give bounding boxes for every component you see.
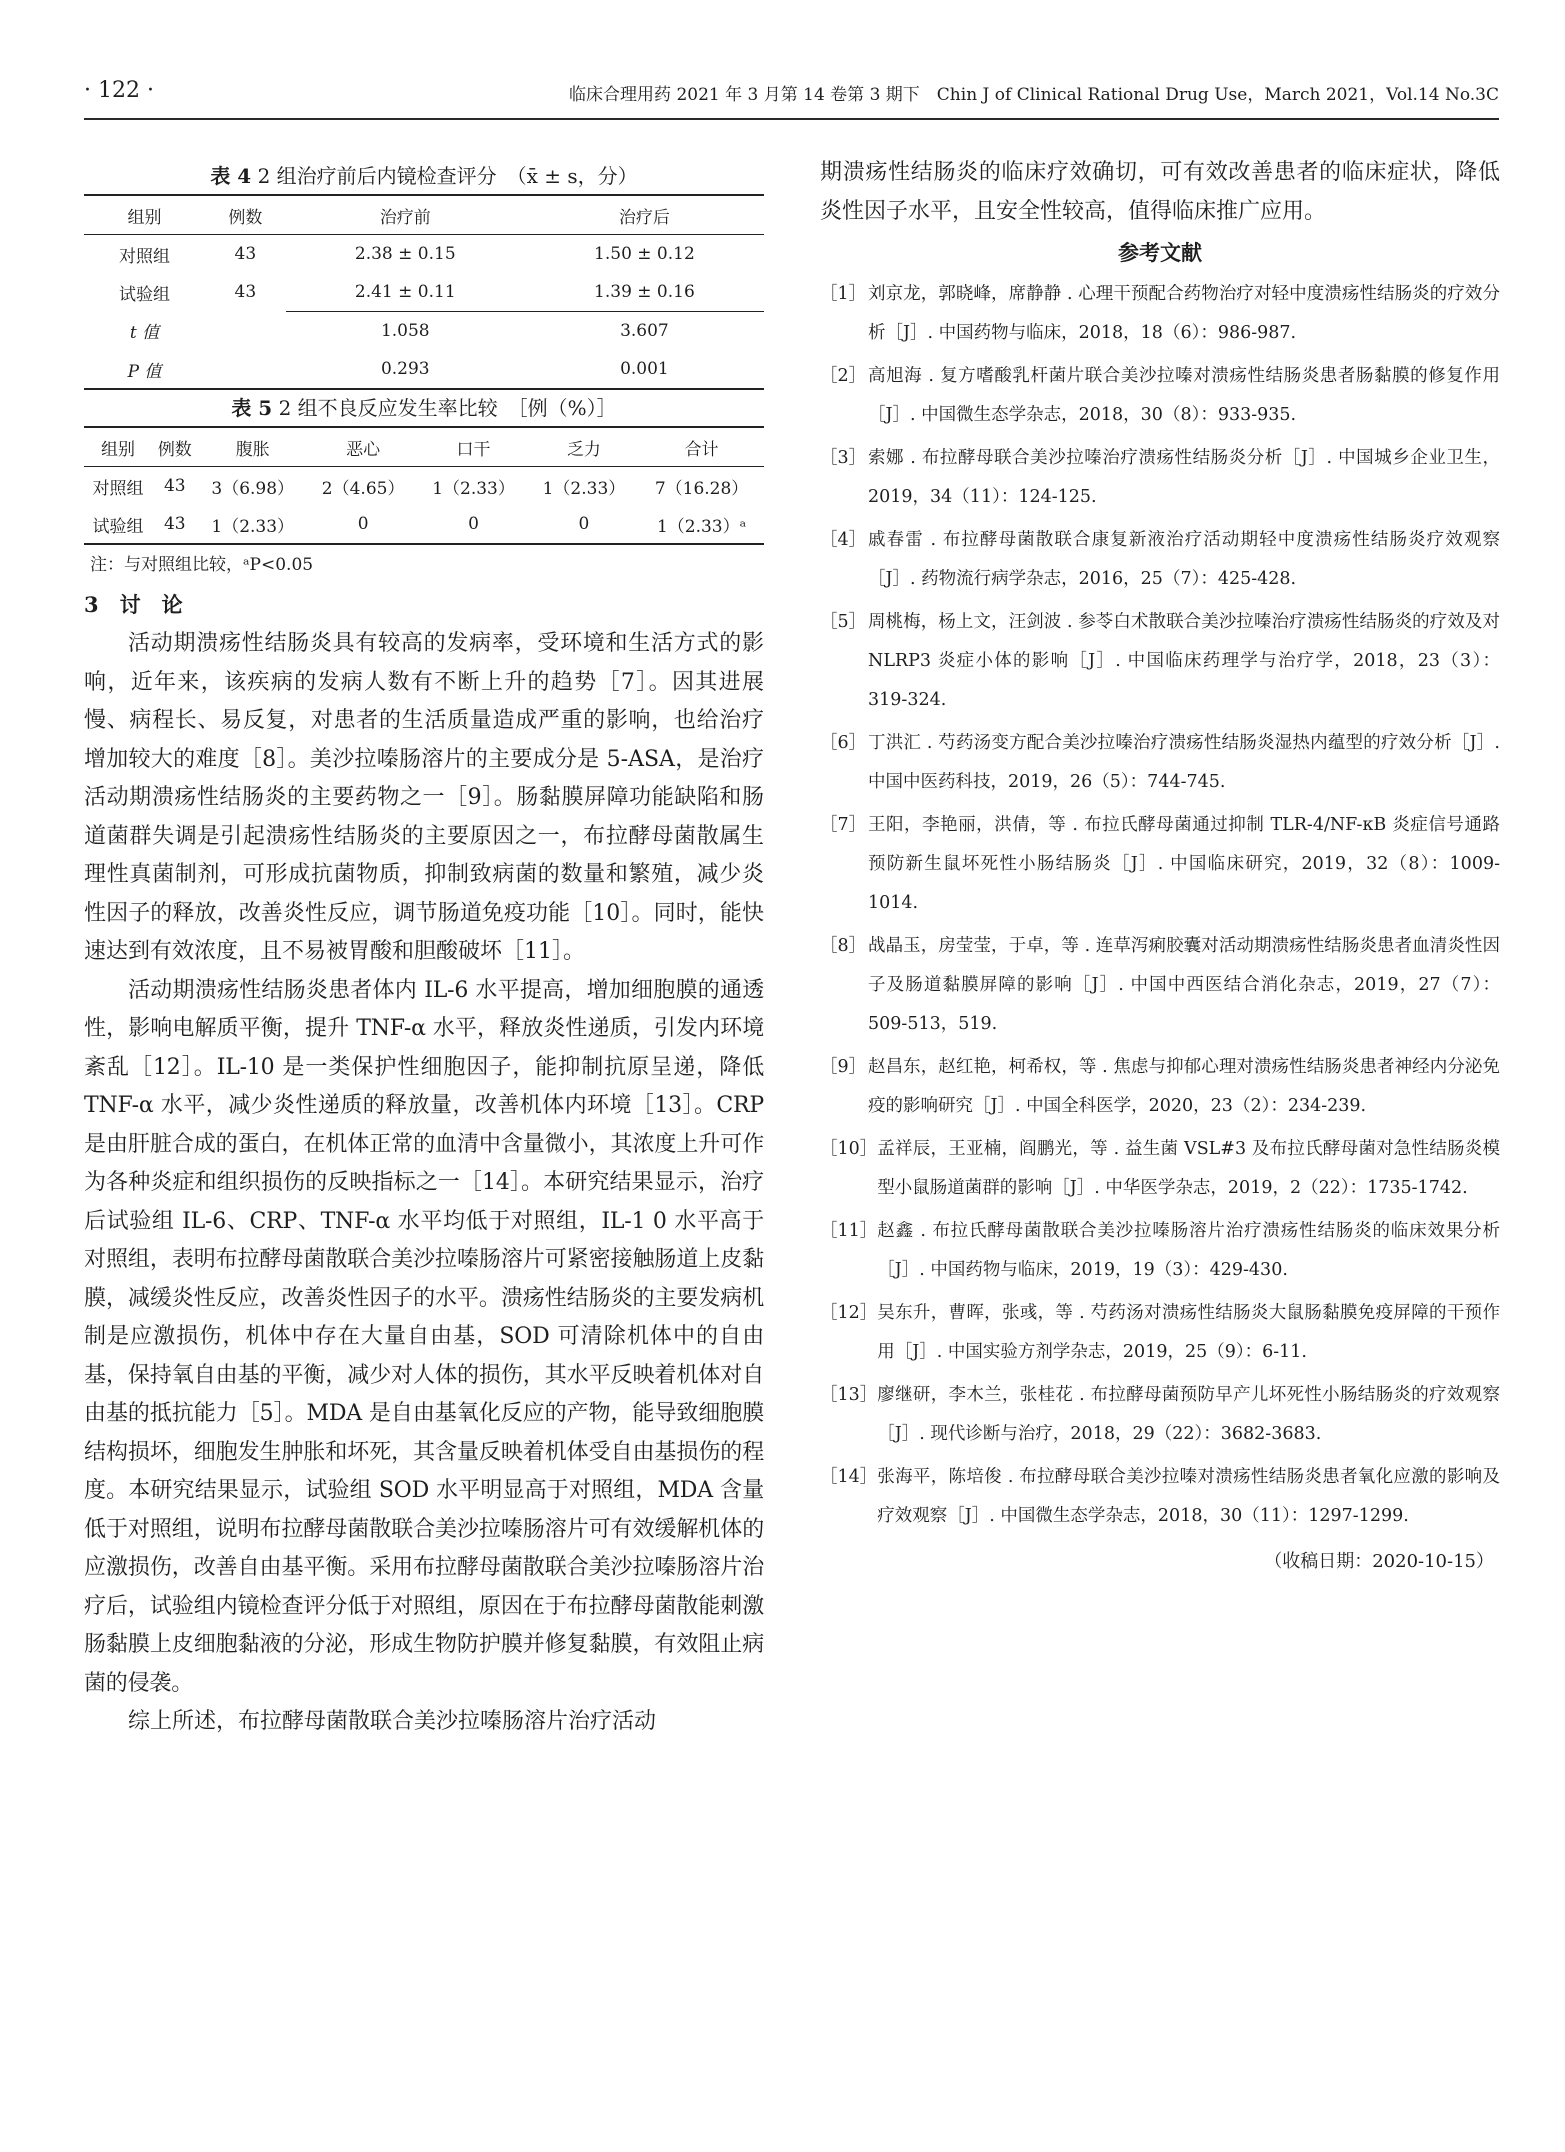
discussion-paragraph: 活动期溃疡性结肠炎具有较高的发病率，受环境和生活方式的影响，近年来，该疾病的发病人数有不断上升的趋势［7］。因其进展慢、病程长、易反复，对患者的生活质量造成严重的影响，也给治疗增加较大的难度［8］。美沙拉嗪肠溶片的主要成分是 5-ASA，是治疗活动期溃疡性结肠炎的主要药物之一［9］。肠黏膜屏障功能缺陷和肠道菌群失调是引起溃疡性结肠炎的主要原因之一，布拉酵母菌散属生理性真菌制剂，可形成抗菌物质，抑制致病菌的数量和繁殖，减少炎性因子的释放，改善炎性反应，调节肠道免疫功能［10］。同时，能快速达到有效浓度，且不易被胃酸和胆酸破坏［11］。 [84, 631, 764, 964]
reference-item [820, 1130, 1500, 1208]
journal-info: 临床合理用药 2021 年 3 月第 14 卷第 3 期下 Chin J of Clinical Rational Drug Use，March 2021，Vol.14 No.3C [569, 85, 1499, 105]
reference-item [820, 1376, 1500, 1454]
reference-text: 周桃梅，杨上文，汪剑波 . 参苓白术散联合美沙拉嗪治疗溃疡性结肠炎的疗效及对 NLRP3 炎症小体的影响［J］. 中国临床药理学与治疗学，2018，23（3）：319-324. [868, 612, 1500, 710]
page-header [84, 72, 1499, 120]
reference-number: ［14］ [820, 1467, 878, 1487]
table-row [84, 350, 764, 389]
right-column [820, 158, 1500, 1582]
reference-item [820, 357, 1500, 435]
table-cell: 3（6.98） [211, 478, 295, 499]
table4-header: 例数 [205, 195, 286, 235]
table-row [84, 505, 764, 544]
table5-header: 恶心 [308, 427, 418, 467]
reference-number: ［2］ [820, 366, 867, 386]
table5-note: 注：与对照组比较，ᵃP<0.05 [90, 555, 314, 575]
reference-number: ［13］ [820, 1385, 878, 1405]
reference-text: 戚春雷 . 布拉酵母菌散联合康复新液治疗活动期轻中度溃疡性结肠炎疗效观察［J］. 药物流行病学杂志，2016，25（7）：425-428. [868, 530, 1500, 589]
reference-item [820, 1212, 1500, 1290]
table-cell: 试验组 [119, 284, 171, 305]
table-cell: 43 [234, 244, 257, 264]
reference-number: ［5］ [820, 612, 867, 632]
table-row [84, 273, 764, 312]
section-heading: 3 讨 论 [84, 592, 183, 617]
table-row [84, 312, 764, 351]
table-cell: 对照组 [119, 246, 171, 267]
table4-title: 2 组治疗前后内镜检查评分 （x̄ ± s，分） [257, 164, 638, 188]
table-cell: 2（4.65） [321, 478, 405, 499]
reference-text: 战晶玉，房莹莹，于卓，等 . 连草泻痢胶囊对活动期溃疡性结肠炎患者血清炎性因子及肠道黏膜屏障的影响［J］. 中国中西医结合消化杂志，2019，27（7）：509-513，519. [868, 936, 1500, 1034]
reference-text: 丁洪汇 . 芍药汤变方配合美沙拉嗪治疗溃疡性结肠炎湿热内蕴型的疗效分析［J］. 中国中医药科技，2019，26（5）：744-745. [868, 733, 1500, 792]
reference-number: ［6］ [820, 733, 867, 753]
reference-number: ［12］ [820, 1303, 878, 1323]
table-cell: 43 [234, 282, 257, 303]
table-cell: 43 [163, 476, 186, 496]
reference-item [820, 1458, 1500, 1536]
table4-header-row [84, 195, 764, 235]
table-cell: 1（2.33） [198, 505, 308, 544]
reference-item [820, 806, 1500, 923]
reference-item [820, 439, 1500, 517]
reference-item [820, 1048, 1500, 1126]
table-cell: 对照组 [92, 478, 144, 499]
left-column [84, 158, 764, 1742]
table-cell [205, 312, 286, 351]
table-row [84, 467, 764, 506]
table-cell: 0 [418, 505, 528, 544]
table-cell: 0.293 [286, 350, 525, 389]
table-cell: t 值 [129, 323, 160, 344]
reference-text: 孟祥辰，王亚楠，阎鹏光，等 . 益生菌 VSL#3 及布拉氏酵母菌对急性结肠炎模型小鼠肠道菌群的影响［J］. 中华医学杂志，2019，2（22）：1735-1742. [877, 1139, 1500, 1198]
page-number: · 122 · [84, 78, 154, 103]
table-cell: 1（2.33） [542, 478, 626, 499]
discussion-paragraph: 活动期溃疡性结肠炎患者体内 IL-6 水平提高，增加细胞膜的通透性，影响电解质平衡，提升 TNF-α 水平，释放炎性递质，引发内环境紊乱［12］。IL-10 是一类保护性细胞因子，能抑制抗原呈递，降低 TNF-α 水平，减少炎性递质的释放量，改善机体内环境［13］。CRP 是由肝脏合成的蛋白，在机体正常的血清中含量微小，其浓度上升可作为各种炎症和组织损伤的反映指标之一［14］。本研究结果显示，治疗后试验组 IL-6、CRP、TNF-α 水平均低于对照组，IL-1 0 水平高于对照组，表明布拉酵母菌散联合美沙拉嗪肠溶片可紧密接触肠道上皮黏膜，减缓炎性反应，改善炎性因子的水平。溃疡性结肠炎的主要发病机制是应激损伤，机体中存在大量自由基，SOD 可清除机体中的自由基，保持氧自由基的平衡，减少对人体的损伤，其水平反映着机体对自由基的抵抗能力［5］。MDA 是自由基氧化反应的产物，能导致细胞膜结构损坏，细胞发生肿胀和坏死，其含量反映着机体受自由基损伤的程度。本研究结果显示，试验组 SOD 水平明显高于对照组，MDA 含量低于对照组，说明布拉酵母菌散联合美沙拉嗪肠溶片可有效缓解机体的应激损伤，改善自由基平衡。采用布拉酵母菌散联合美沙拉嗪肠溶片治疗后，试验组内镜检查评分低于对照组，原因在于布拉酵母菌散能刺激肠黏膜上皮细胞黏液的分泌，形成生物防护膜并修复黏膜，有效阻止病菌的侵袭。 [84, 977, 764, 1696]
table5 [84, 426, 764, 545]
table5-header: 例数 [152, 427, 197, 467]
reference-text: 张海平，陈培俊 . 布拉酵母联合美沙拉嗪对溃疡性结肠炎患者氧化应激的影响及疗效观察［J］. 中国微生态学杂志，2018，30（11）：1297-1299. [877, 1467, 1500, 1526]
table4-header: 治疗后 [525, 195, 764, 235]
table5-header-row [84, 427, 764, 467]
conclusion-text: 期溃疡性结肠炎的临床疗效确切，可有效改善患者的临床症状，降低炎性因子水平，且安全性较高，值得临床推广应用。 [820, 160, 1500, 224]
table4-header: 组别 [84, 195, 205, 235]
reference-number: ［1］ [820, 284, 867, 304]
table5-title: 2 组不良反应发生率比较 ［例（%）］ [278, 396, 617, 420]
table-cell: 0 [308, 505, 418, 544]
reference-number: ［10］ [820, 1139, 878, 1159]
reference-text: 赵鑫 . 布拉氏酵母菌散联合美沙拉嗪肠溶片治疗溃疡性结肠炎的临床效果分析［J］. 中国药物与临床，2019，19（3）：429-430. [877, 1221, 1500, 1280]
reference-text: 廖继研，李木兰，张桂花 . 布拉酵母菌预防早产儿坏死性小肠结肠炎的疗效观察［J］. 现代诊断与治疗，2018，29（22）：3682-3683. [877, 1385, 1500, 1444]
table-cell: 试验组 [84, 505, 152, 544]
reference-number: ［7］ [820, 815, 867, 835]
table-cell: 1.50 ± 0.12 [594, 244, 695, 264]
table-cell: 0.001 [525, 350, 764, 389]
reference-item [820, 521, 1500, 599]
table5-label: 表 5 [231, 396, 273, 420]
received-date: （收稿日期：2020-10-15） [1264, 1551, 1494, 1572]
table-cell: P 值 [84, 350, 205, 389]
reference-list [820, 275, 1500, 1536]
reference-number: ［4］ [820, 530, 867, 550]
discussion-paragraph: 综上所述，布拉酵母菌散联合美沙拉嗪肠溶片治疗活动 [128, 1709, 657, 1734]
table-cell: 1（2.33） [432, 478, 515, 499]
table5-header: 乏力 [529, 427, 639, 467]
table-cell: 1.058 [286, 312, 525, 351]
table-cell: 2.41 ± 0.11 [354, 282, 456, 302]
table5-header: 组别 [84, 427, 152, 467]
table5-header: 腹胀 [198, 427, 308, 467]
table-cell [205, 350, 286, 389]
table-cell: 7（16.28） [654, 478, 749, 499]
reference-item [820, 1294, 1500, 1372]
reference-item [820, 724, 1500, 802]
table5-header: 口干 [418, 427, 528, 467]
table5-caption [84, 390, 764, 426]
reference-number: ［8］ [820, 936, 867, 956]
table-cell: 3.607 [525, 312, 764, 351]
reference-number: ［3］ [820, 448, 867, 468]
reference-number: ［9］ [820, 1057, 867, 1077]
table4-header: 治疗前 [286, 195, 525, 235]
reference-text: 王阳，李艳丽，洪倩，等 . 布拉氏酵母菌通过抑制 TLR-4/NF-κB 炎症信号通路预防新生鼠坏死性小肠结肠炎［J］. 中国临床研究，2019，32（8）：1009-1014. [868, 815, 1500, 913]
table-row [84, 235, 764, 274]
reference-text: 吴东升，曹晖，张彧，等 . 芍药汤对溃疡性结肠炎大鼠肠黏膜免疫屏障的干预作用［J］. 中国实验方剂学杂志，2019，25（9）：6-11. [877, 1303, 1500, 1362]
table-cell: 43 [152, 505, 197, 544]
reference-item [820, 603, 1500, 720]
table4-caption [84, 158, 764, 194]
reference-text: 赵昌东，赵红艳，柯希权，等 . 焦虑与抑郁心理对溃疡性结肠炎患者神经内分泌免疫的影响研究［J］. 中国全科医学，2020，23（2）：234-239. [868, 1057, 1500, 1116]
reference-text: 刘京龙，郭晓峰，席静静 . 心理干预配合药物治疗对轻中度溃疡性结肠炎的疗效分析［J］. 中国药物与临床，2018，18（6）：986-987. [868, 284, 1500, 343]
reference-item [820, 275, 1500, 353]
reference-text: 索娜 . 布拉酵母联合美沙拉嗪治疗溃疡性结肠炎分析［J］. 中国城乡企业卫生，2019，34（11）：124-125. [868, 448, 1500, 507]
reference-text: 高旭海 . 复方嗜酸乳杆菌片联合美沙拉嗪对溃疡性结肠炎患者肠黏膜的修复作用［J］. 中国微生态学杂志，2018，30（8）：933-935. [868, 366, 1500, 425]
reference-item [820, 927, 1500, 1044]
references-title: 参考文献 [1118, 240, 1202, 265]
table5-header: 合计 [639, 427, 764, 467]
table-cell: 1（2.33）ᵃ [639, 505, 764, 544]
table-cell: 2.38 ± 0.15 [354, 244, 456, 264]
table4 [84, 194, 764, 390]
table-cell: 0 [529, 505, 639, 544]
reference-number: ［11］ [820, 1221, 878, 1241]
table4-label: 表 4 [210, 164, 252, 188]
table-cell: 1.39 ± 0.16 [594, 282, 695, 302]
